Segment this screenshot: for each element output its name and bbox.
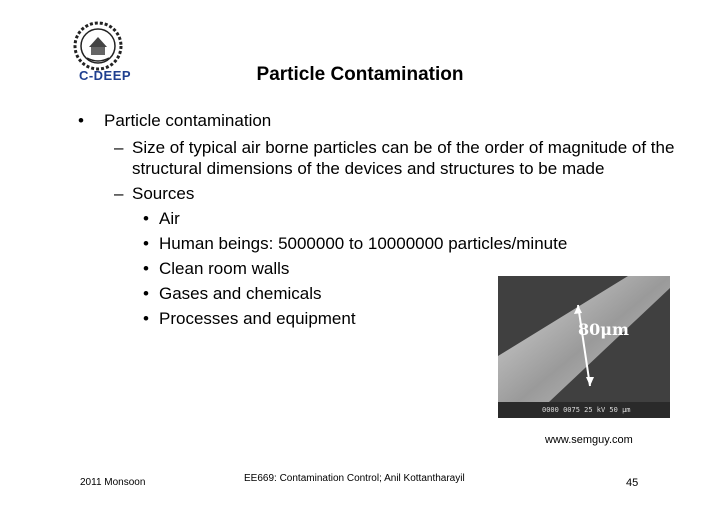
- source-item-text: Air: [159, 209, 180, 228]
- footer-term: 2011 Monsoon: [80, 477, 146, 488]
- page-number: 45: [626, 477, 639, 489]
- source-item: [78, 208, 678, 229]
- source-item-text: Processes and equipment: [159, 309, 356, 328]
- dash-glyph: –: [114, 138, 124, 157]
- bullet-glyph: •: [143, 234, 149, 253]
- sub-item-sources: [78, 183, 678, 204]
- bullet-glyph: •: [78, 111, 84, 130]
- sem-fiber-image: [498, 276, 670, 418]
- bullet-glyph: •: [143, 259, 149, 278]
- bullet-main-text: Particle contamination: [104, 111, 272, 130]
- bullet-glyph: •: [143, 284, 149, 303]
- bullet-glyph: •: [143, 309, 149, 328]
- scale-label: 80μm: [578, 320, 629, 339]
- source-item: [78, 233, 678, 254]
- sem-fiber-graphic: [498, 276, 670, 418]
- source-item-text: Human beings: 5000000 to 10000000 particles/minute: [159, 234, 568, 253]
- source-item-text: Clean room walls: [159, 259, 290, 278]
- sub-item-size-text: Size of typical air borne particles can be of the order of magnitude of the structural dimensions of the devices and structures to be made: [132, 138, 675, 178]
- sub-item-size: [78, 137, 678, 179]
- slide-title-text: Particle Contamination: [256, 64, 464, 85]
- image-credit: www.semguy.com: [545, 434, 633, 446]
- bullet-main: [78, 110, 678, 131]
- slide-title: [0, 64, 720, 86]
- sub-item-sources-text: Sources: [132, 184, 195, 203]
- source-item-text: Gases and chemicals: [159, 284, 322, 303]
- sem-info-text: 0000 0075 25 kV 50 μm: [542, 406, 631, 414]
- logo-label: C-DEEP: [78, 68, 132, 83]
- footer-course: EE669: Contamination Control; Anil Kottantharayil: [244, 473, 465, 484]
- bullet-glyph: •: [143, 209, 149, 228]
- dash-glyph: –: [114, 184, 124, 203]
